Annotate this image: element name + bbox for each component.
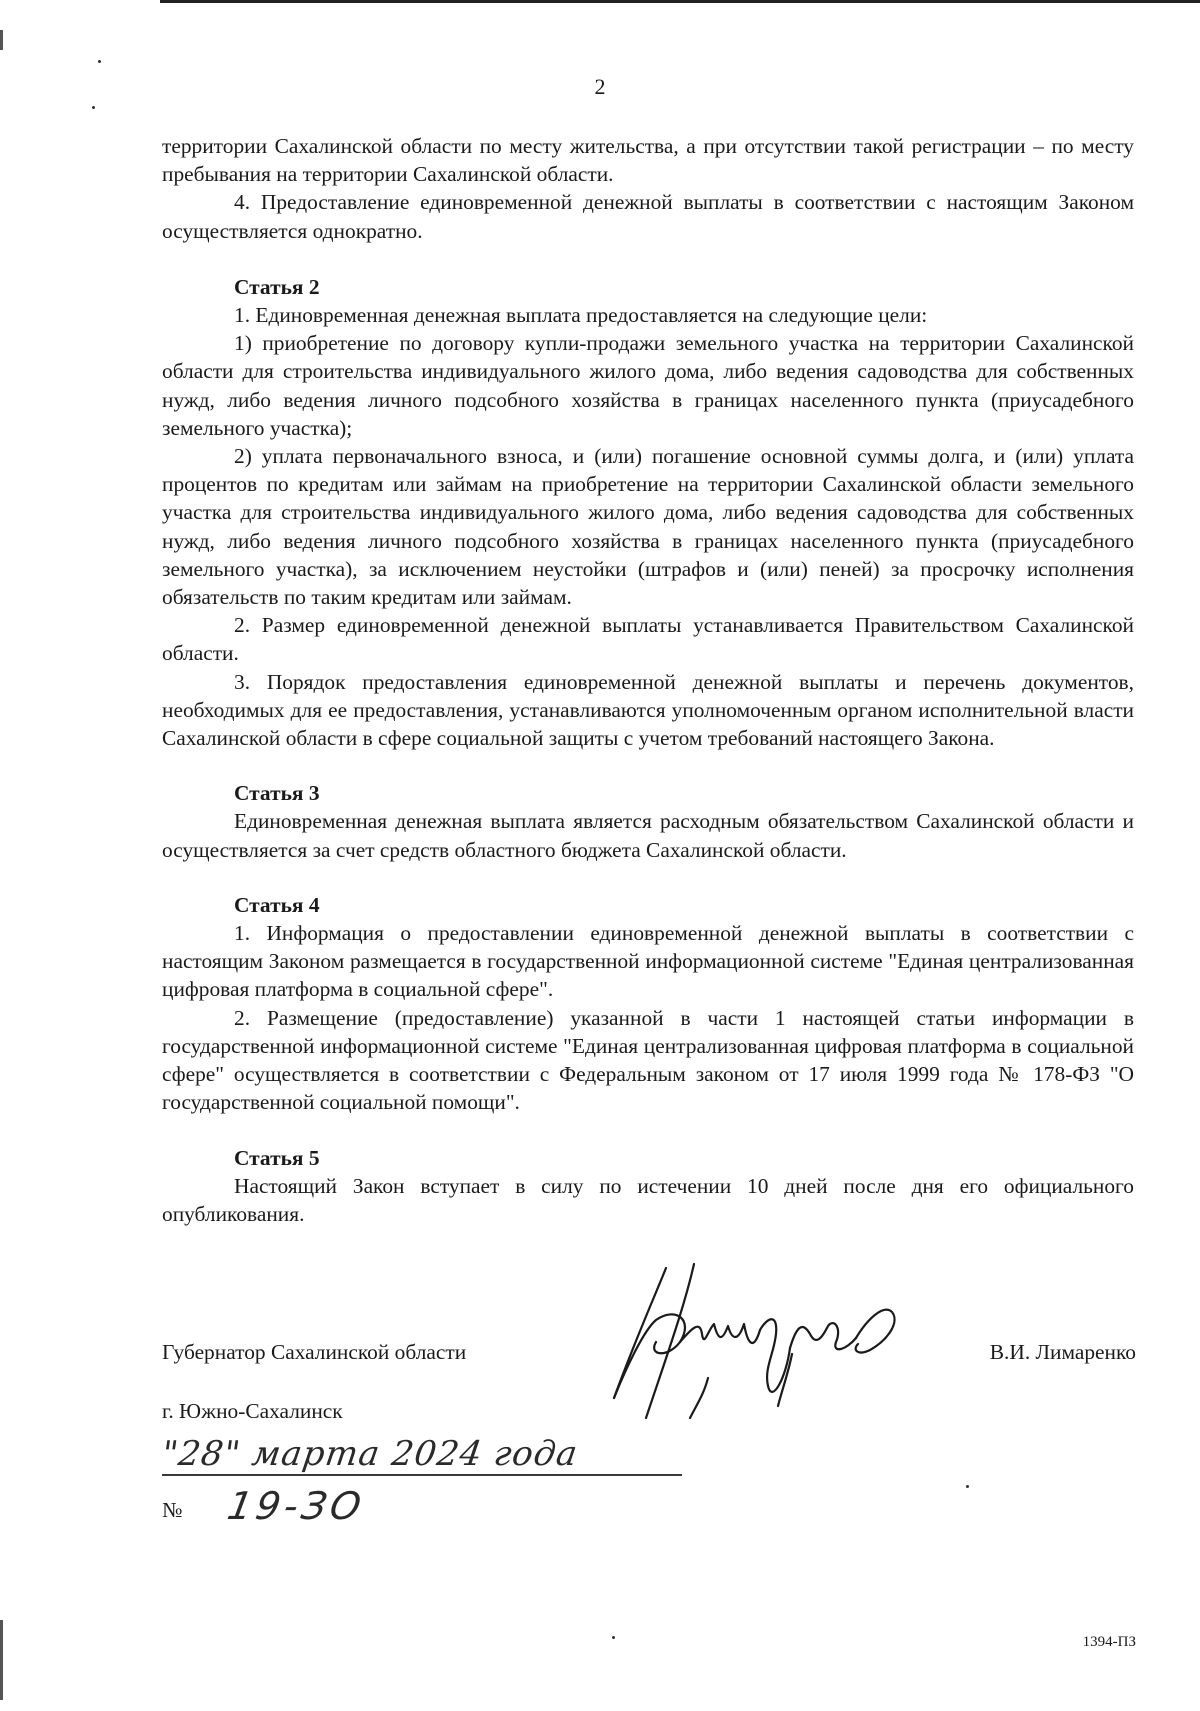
city: г. Южно-Сахалинск — [162, 1399, 343, 1423]
date-underline — [162, 1474, 682, 1476]
scan-top-edge — [160, 0, 1200, 3]
page-number: 2 — [594, 74, 606, 99]
scan-left-mark — [0, 30, 3, 50]
governor-name: В.И. Лимаренко — [989, 1340, 1136, 1364]
article-5-title: Статья 5 — [234, 1145, 320, 1170]
scan-speck — [612, 1636, 615, 1639]
scan-speck — [966, 1485, 969, 1488]
document-body — [162, 132, 1134, 1228]
paragraph: 2. Размер единовременной денежной выплаты устанавливается Правительством Сахалинской области. — [162, 613, 1134, 666]
paragraph: территории Сахалинской области по месту жительства, а при отсутствии такой регистрации – по месту пребывания на территории Сахалинской области. — [162, 134, 1134, 187]
number-label: № — [162, 1498, 183, 1522]
paragraph: 1. Единовременная денежная выплата предоставляется на следующие цели: — [234, 303, 928, 328]
scan-left-mark — [0, 1620, 3, 1700]
signature-graphic — [596, 1258, 916, 1428]
paragraph: 3. Порядок предоставления единовременной денежной выплаты и перечень документов, необходимых для ее предоставления, устанавливаются уполномоченным органом исполнительной власти Сахалинской области в сфере социальной защиты с учетом требований настоящего Закона. — [162, 669, 1134, 751]
article-3-title: Статья 3 — [234, 781, 320, 806]
paragraph: 1) приобретение по договору купли-продажи земельного участка на территории Сахалинской области для строительства индивидуального жилого дома, либо ведения садоводства для собственных нужд, либо ведения личного подсобного хозяйства в границах населенного пункта (приусадебного земельного участка); — [162, 331, 1134, 440]
paragraph: Настоящий Закон вступает в силу по истечении 10 дней после дня его официального опубликования. — [162, 1173, 1134, 1226]
article-4-title: Статья 4 — [234, 892, 320, 917]
scan-speck — [98, 60, 101, 63]
paragraph: 2) уплата первоначального взноса, и (или) погашение основной суммы долга, и (или) уплата процентов по кредитам или займам на приобретение на территории Сахалинской области земельного участка для строительства индивидуального жилого дома, либо ведения садоводства для собственных нужд, либо ведения личного подсобного хозяйства в границах населенного пункта (приусадебного земельного участка), за исключением неустойки (штрафов и (или) пеней) за просрочку исполнения обязательств по таким кредитам или займам. — [162, 444, 1134, 610]
paragraph: 4. Предоставление единовременной денежной выплаты в соответствии с настоящим Законом осуществляется однократно. — [162, 190, 1134, 243]
paragraph: 1. Информация о предоставлении единовременной денежной выплаты в соответствии с настоящим Законом размещается в государственной информационной системе "Единая централизованная цифровая платформа в социальной сфере". — [162, 921, 1134, 1002]
handwritten-number: 19-ЗО — [224, 1484, 369, 1528]
document-code: 1394-ПЗ — [1082, 1634, 1136, 1650]
scan-speck — [92, 106, 95, 109]
article-2-title: Статья 2 — [234, 274, 320, 299]
handwritten-date: "28" марта 2024 года — [159, 1434, 581, 1474]
paragraph: Единовременная денежная выплата является расходным обязательством Сахалинской области и осуществляется за счет средств областного бюджета Сахалинской области. — [162, 809, 1134, 862]
paragraph: 2. Размещение (предоставление) указанной в части 1 настоящей статьи информации в государственной информационной системе "Единая централизованная цифровая платформа в социальной сфере" осуществляется в соответствии с Федеральным законом от 17 июля 1999 года № 178-ФЗ "О государственной социальной помощи". — [162, 1005, 1134, 1115]
governor-title: Губернатор Сахалинской области — [162, 1340, 467, 1364]
